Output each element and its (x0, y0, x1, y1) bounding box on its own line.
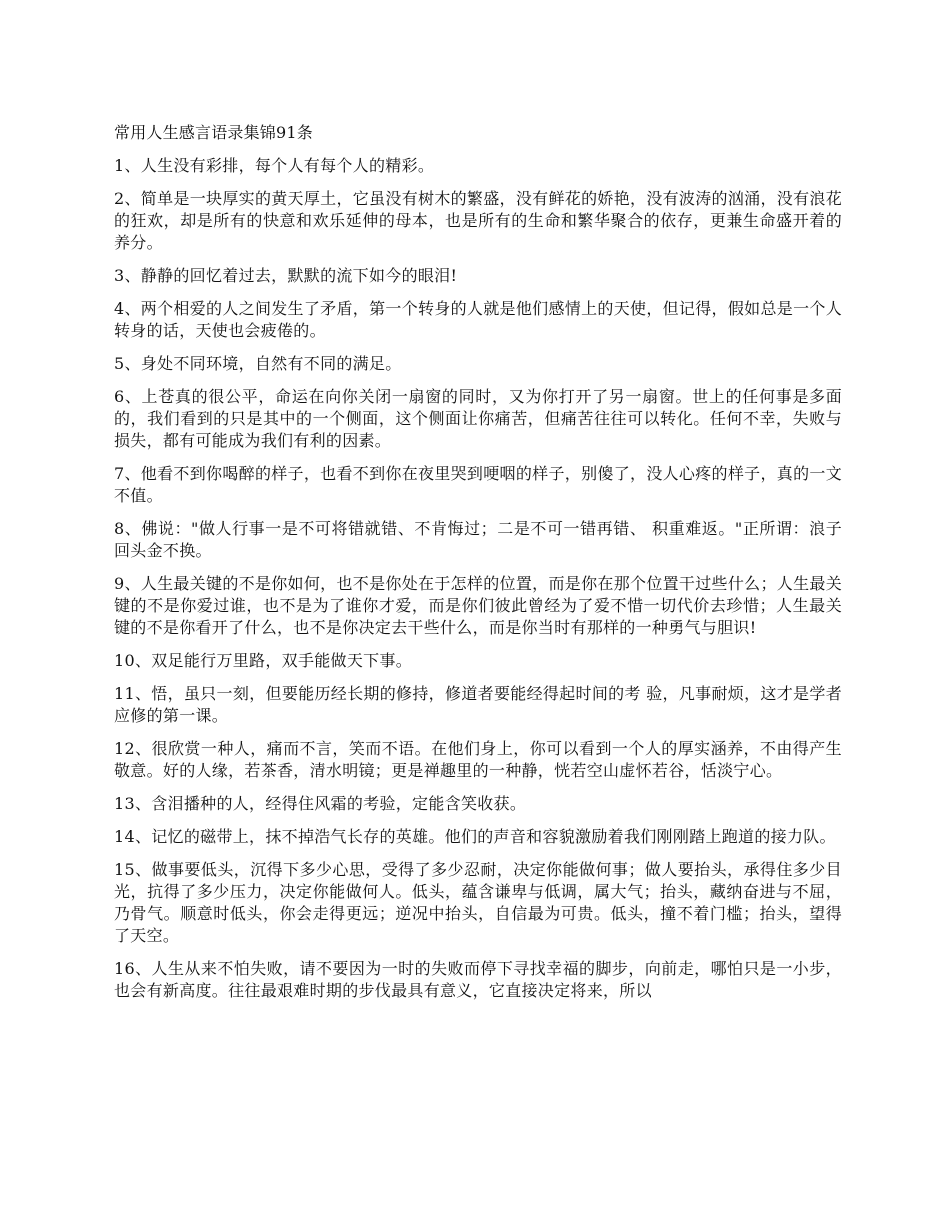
paragraph-8: 8、佛说："做人行事一是不可将错就错、不肯悔过；二是不可一错再错、 积重难返。"正所谓：浪子回头金不换。 (114, 519, 842, 560)
paragraph-2: 2、简单是一块厚实的黄天厚土，它虽没有树木的繁盛，没有鲜花的娇艳，没有波涛的汹涌，没有浪花的狂欢，却是所有的快意和欢乐延伸的母本，也是所有的生命和繁华聚合的依存，更兼生命盛开着的养分。 (114, 189, 842, 252)
paragraph-11: 11、悟，虽只一刻，但要能历经长期的修持，修道者要能经得起时间的考 验，凡事耐烦，这才是学者应修的第一课。 (114, 684, 842, 725)
paragraph-10: 10、双足能行万里路，双手能做天下事。 (114, 651, 413, 670)
paragraph-4: 4、两个相爱的人之间发生了矛盾，第一个转身的人就是他们感情上的天使，但记得，假如总是一个人转身的话，天使也会疲倦的。 (114, 299, 842, 340)
document-page (114, 122, 842, 1013)
paragraph-7: 7、他看不到你喝醉的样子，也看不到你在夜里哭到哽咽的样子，别傻了，没人心疼的样子，真的一文不值。 (114, 464, 842, 505)
paragraph-13: 13、含泪播种的人，经得住风霜的考验，定能含笑收获。 (114, 794, 527, 813)
document-title: 常用人生感言语录集锦91条 (114, 123, 313, 142)
paragraph-9: 9、人生最关键的不是你如何，也不是你处在于怎样的位置，而是你在那个位置干过些什么；人生最关键的不是你爱过谁，也不是为了谁你才爱，而是你们彼此曾经为了爱不惜一切代价去珍惜；人生最关键的不是你看开了什么，也不是你决定去干些什么，而是你当时有那样的一种勇气与胆识! (114, 574, 842, 637)
paragraph-16: 16、人生从来不怕失败，请不要因为一时的失败而停下寻找幸福的脚步，向前走，哪怕只是一小步，也会有新高度。往往最艰难时期的步伐最具有意义，它直接决定将来，所以 (114, 959, 842, 1000)
paragraph-3: 3、静静的回忆着过去，默默的流下如今的眼泪! (114, 266, 458, 285)
paragraph-6: 6、上苍真的很公平，命运在向你关闭一扇窗的同时，又为你打开了另一扇窗。世上的任何事是多面的，我们看到的只是其中的一个侧面，这个侧面让你痛苦，但痛苦往往可以转化。任何不幸，失败与损失，都有可能成为我们有利的因素。 (114, 387, 842, 450)
paragraph-15: 15、做事要低头，沉得下多少心思，受得了多少忍耐，决定你能做何事；做人要抬头，承得住多少目光，抗得了多少压力，决定你能做何人。低头，蕴含谦卑与低调，属大气；抬头，藏纳奋进与不屈，乃骨气。顺意时低头，你会走得更远；逆况中抬头，自信最为可贵。低头，撞不着门槛；抬头，望得了天空。 (114, 860, 842, 945)
paragraph-5: 5、身处不同环境，自然有不同的满足。 (114, 354, 402, 373)
paragraph-12: 12、很欣赏一种人，痛而不言，笑而不语。在他们身上，你可以看到一个人的厚实涵养，不由得产生敬意。好的人缘，若茶香，清水明镜；更是禅趣里的一种静，恍若空山虚怀若谷，恬淡宁心。 (114, 739, 842, 780)
paragraph-14: 14、记忆的磁带上，抹不掉浩气长存的英雄。他们的声音和容貌激励着我们刚刚踏上跑道的接力队。 (114, 827, 836, 846)
paragraph-1: 1、人生没有彩排，每个人有每个人的精彩。 (114, 156, 435, 175)
